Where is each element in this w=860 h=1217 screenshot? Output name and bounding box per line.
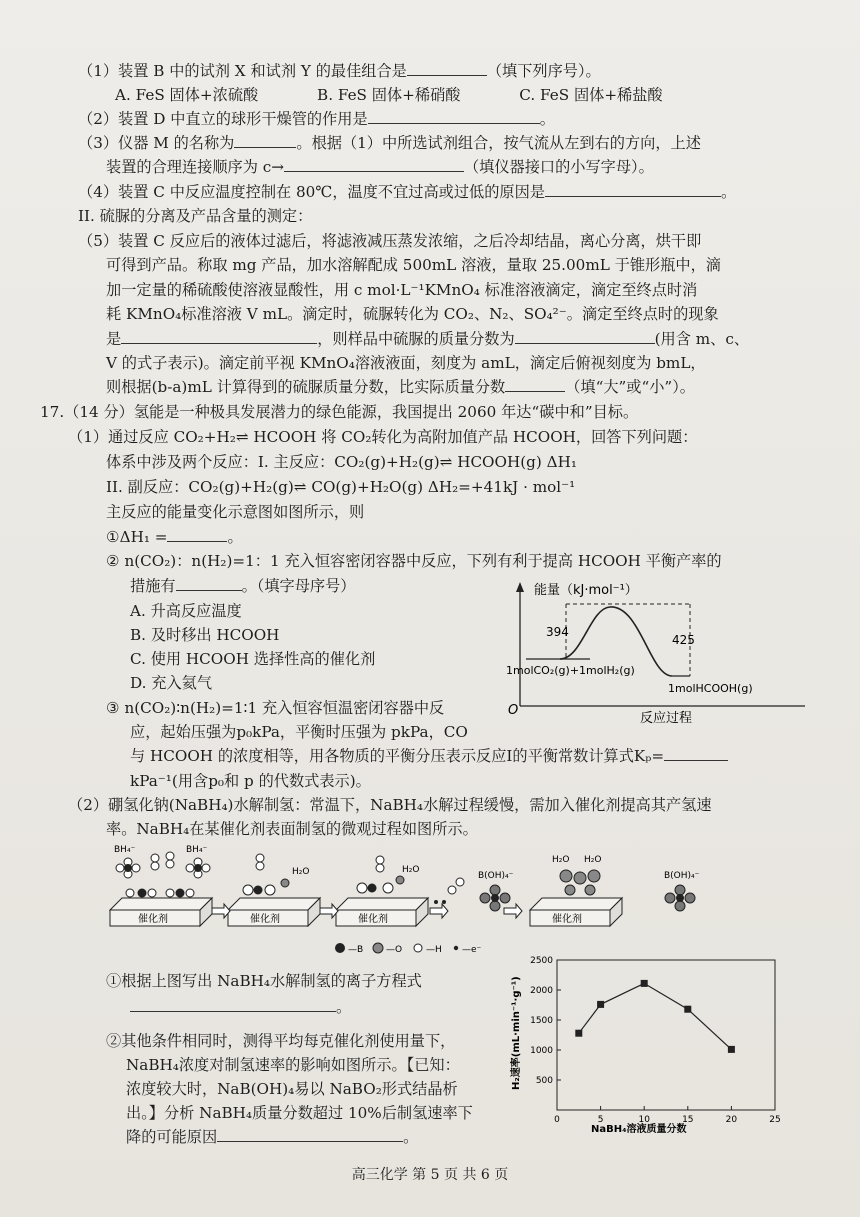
option-c: C. FeS 固体+稀盐酸: [519, 86, 663, 104]
q2-line: （2）装置 D 中直立的球形干燥管的作用是 。: [78, 110, 555, 128]
q5-line4: 耗 KMnO₄标准溶液 V mL。滴定时，硫脲转化为 CO₂、N₂、SO₄²⁻。滴定至终点时的现象: [106, 305, 719, 323]
svg-text:催化剂: 催化剂: [552, 914, 582, 925]
q17-sub1: ①ΔH₁ = 。: [106, 528, 243, 546]
data-point: [641, 980, 648, 987]
q17-p1-line4: 主反应的能量变化示意图如图所示，则: [106, 503, 365, 521]
svg-text:—H: —H: [426, 945, 442, 955]
data-point: [684, 1006, 691, 1013]
q17-header: 17.（14 分）氢能是一种极具发展潜力的绿色能源，我国提出 2060 年达“碳中和”目标。: [40, 403, 639, 421]
q3-line2: 装置的合理连接顺序为 c→ （填仪器接口的小写字母）。: [106, 158, 654, 176]
q17-sub3-line2: 应，起始压强为p₀kPa，平衡时压强为 pkPa，CO: [130, 723, 468, 741]
x-tick-label: 25: [769, 1115, 781, 1125]
q17-sub2-line2: 措施有 。（填字母序号）: [130, 577, 356, 595]
q17-2-2-line5: 降的可能原因 。: [126, 1128, 419, 1146]
chart-frame: [557, 960, 775, 1110]
svg-text:—B: —B: [348, 945, 364, 955]
x-tick-label: 20: [725, 1115, 738, 1125]
q17-2-2-line4: 出。】分析 NaBH₄质量分数超过 10%后制氢速率下: [126, 1104, 473, 1122]
x-tick-label: 10: [638, 1115, 650, 1125]
svg-text:—e⁻: —e⁻: [462, 945, 482, 955]
q17-2-1-line1: ①根据上图写出 NaBH₄水解制氢的离子方程式: [106, 972, 422, 990]
chart-x-label: NaBH₄溶液质量分数: [591, 1124, 687, 1135]
q17-option-d: D. 充入氦气: [130, 674, 213, 692]
data-point: [575, 1030, 582, 1037]
energy-reactants-label: 1molCO₂(g)+1molH₂(g): [506, 664, 635, 677]
svg-text:催化剂: 催化剂: [358, 914, 388, 925]
energy-diagram: [500, 574, 820, 726]
x-tick-label: 5: [597, 1115, 604, 1125]
energy-value-right: 425: [672, 633, 695, 647]
q17-p1-line1: （1）通过反应 CO₂+H₂⇌ HCOOH 将 CO₂转化为高附加值产品 HCOOH，回答下列问题：: [68, 428, 698, 446]
energy-value-left: 394: [546, 625, 569, 639]
y-tick-label: 500: [535, 1076, 553, 1086]
svg-text:催化剂: 催化剂: [250, 914, 280, 925]
q17-p1-line3: II. 副反应：CO₂(g)+H₂(g)⇌ CO(g)+H₂O(g) ΔH₂=+41kJ · mol⁻¹: [106, 478, 576, 496]
q17-option-a: A. 升高反应温度: [130, 602, 242, 620]
q5-line6: V 的式子表示)。滴定前平视 KMnO₄溶液液面，刻度为 amL，滴定后俯视刻度为 bmL，: [106, 354, 706, 372]
q1-options: [115, 84, 663, 106]
q17-sub3-line3: 与 HCOOH 的浓度相等，用各物质的平衡分压表示反应I的平衡常数计算式Kₚ=: [130, 745, 728, 767]
q17-2-2-line1: ②其他条件相同时，测得平均每克催化剂使用量下，: [106, 1032, 456, 1050]
energy-product-label: 1molHCOOH(g): [668, 682, 753, 695]
q17-p2-line1: （2）硼氢化钠(NaBH₄)水解制氢：常温下，NaBH₄水解过程缓慢，需加入催化剂提高其产氢速: [68, 796, 712, 814]
catalyst-block-4: [530, 898, 622, 926]
q17-p1-line2: 体系中涉及两个反应：I. 主反应：CO₂(g)+H₂(g)⇌ HCOOH(g) ΔH₁: [106, 453, 577, 471]
q17-option-c: C. 使用 HCOOH 选择性高的催化剂: [130, 650, 376, 668]
h2o-label-1: H₂O: [292, 867, 310, 877]
energy-origin: O: [508, 703, 519, 718]
x-tick-label: 0: [554, 1115, 560, 1125]
q4-line: （4）装置 C 中反应温度控制在 80℃，温度不宜过高或过低的原因是 。: [78, 183, 737, 201]
h2o-label-2: H₂O: [402, 865, 420, 875]
catalyst-block-2: [228, 898, 320, 926]
q5-line7: 则根据(b-a)mL 计算得到的硫脲质量分数，比实际质量分数 （填“大”或“小”）。: [106, 378, 695, 396]
q17-sub3-line4: kPa⁻¹(用含p₀和 p 的代数式表示)。: [130, 772, 371, 790]
q1-line1: （1）装置 B 中的试剂 X 和试剂 Y 的最佳组合是 （填下列序号）。: [78, 62, 601, 80]
q17-2-2-line3: 浓度较大时，NaB(OH)₄易以 NaBO₂形式结晶析: [126, 1080, 458, 1098]
q17-2-2-line2: NaBH₄浓度对制氢速率的影响如图所示。【已知：: [126, 1056, 460, 1074]
page-footer: 高三化学 第 5 页 共 6 页: [351, 1167, 509, 1183]
q17-2-1-line2: 。: [130, 996, 351, 1018]
series-line: [579, 983, 732, 1049]
energy-axis-label: 能量（kJ·mol⁻¹）: [534, 583, 638, 598]
catalyst-block-1: [110, 898, 212, 926]
option-a: A. FeS 固体+浓硫酸: [115, 86, 259, 104]
q5-line2: 可得到产品。称取 mg 产品，加水溶解配成 500mL 溶液，量取 25.00mL 于锥形瓶中，滴: [106, 256, 721, 274]
q17-sub3-line1: ③ n(CO₂)∶n(H₂)=1∶1 充入恒容恒温密闭容器中反: [106, 699, 445, 717]
bh4-label-2: BH₄⁻: [186, 845, 208, 855]
svg-text:催化剂: 催化剂: [138, 914, 168, 925]
energy-x-label: 反应过程: [640, 711, 693, 726]
svg-text:—O: —O: [386, 945, 403, 955]
y-tick-label: 2000: [530, 986, 553, 996]
q5-line1: （5）装置 C 反应后的液体过滤后，将滤液减压蒸发浓缩，之后冷却结晶，离心分离，烘干即: [78, 232, 702, 250]
mechanism-diagram: [100, 838, 740, 958]
section-2-heading: II. 硫脲的分离及产品含量的测定：: [78, 207, 313, 225]
h2o-label-4: H₂O: [584, 855, 602, 865]
boh4-label-2: B(OH)₄⁻: [664, 871, 700, 881]
q17-option-b: B. 及时移出 HCOOH: [130, 626, 280, 644]
catalyst-block-3: [336, 898, 428, 926]
q17-p2-line2: 率。NaBH₄在某催化剂表面制氢的微观过程如图所示。: [106, 820, 478, 838]
bh4-label-1: BH₄⁻: [114, 845, 136, 855]
q17-sub2-line1: ② n(CO₂)：n(H₂)=1：1 充入恒容密闭容器中反应，下列有利于提高 HCOOH 平衡产率的: [106, 552, 722, 570]
y-tick-label: 2500: [530, 956, 553, 966]
q5-line3: 加一定量的稀硫酸使溶液显酸性，用 c mol·L⁻¹KMnO₄ 标准溶液滴定，滴定至终点时消: [106, 281, 698, 299]
boh4-cluster-right: [665, 885, 695, 911]
option-b: B. FeS 固体+稀硝酸: [317, 86, 461, 104]
y-tick-label: 1500: [530, 1016, 553, 1026]
y-tick-label: 1000: [530, 1046, 553, 1056]
q3-line1: （3）仪器 M 的名称为 。根据（1）中所选试剂组合，按气流从左到右的方向，上述: [78, 134, 701, 152]
data-point: [728, 1046, 735, 1053]
h2-rate-chart: [505, 952, 790, 1137]
boh4-cluster-left: [480, 885, 510, 911]
h2o-label-3: H₂O: [552, 855, 570, 865]
mechanism-legend: [335, 943, 482, 955]
data-point: [597, 1001, 604, 1008]
x-tick-label: 15: [682, 1115, 694, 1125]
q5-line5: 是 ，则样品中硫脲的质量分数为 (用含 m、c、: [106, 330, 750, 348]
chart-y-label: H₂速率(mL·min⁻¹·g⁻¹): [511, 976, 522, 1090]
boh4-label-1: B(OH)₄⁻: [478, 871, 514, 881]
